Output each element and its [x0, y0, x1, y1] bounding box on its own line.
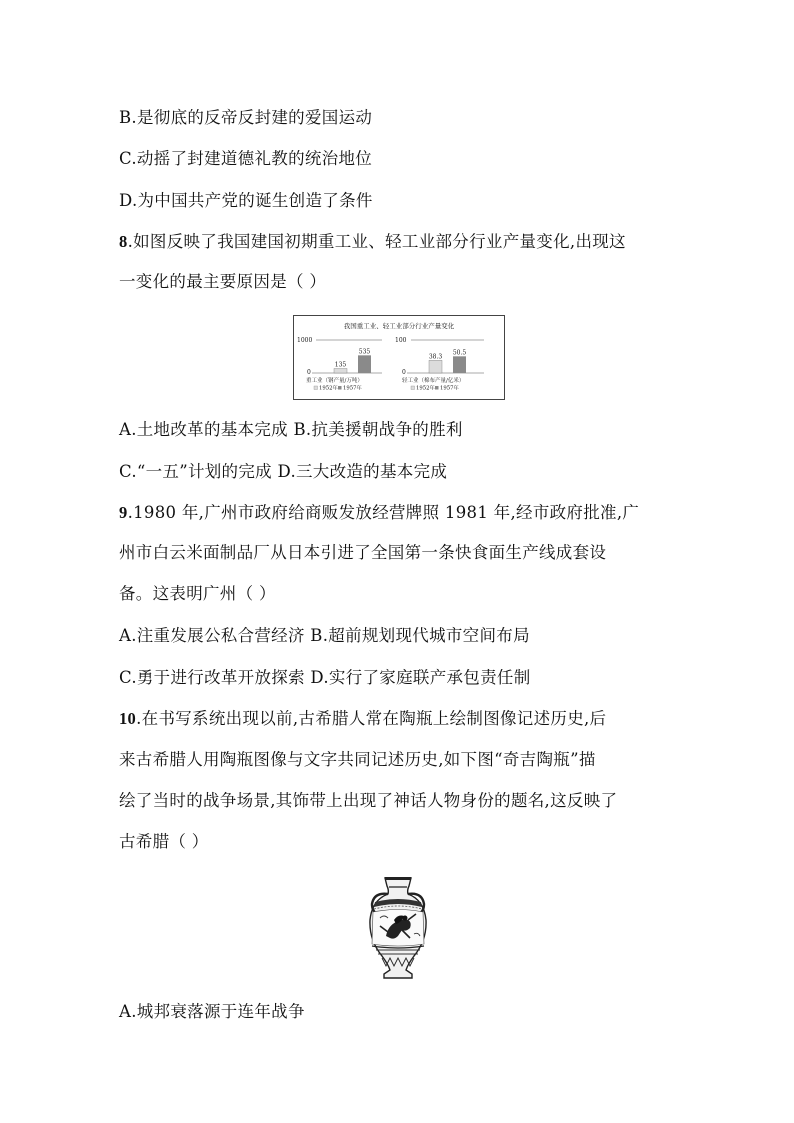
chart2-bar-1957	[453, 356, 466, 373]
q9-stem-line3: 备。这表明广州（ ）	[119, 584, 276, 603]
industry-output-chart-svg	[294, 316, 504, 399]
chigi-vase-figure	[358, 874, 438, 982]
chart2-legend-swatch-1952	[411, 386, 415, 390]
q7-option-b: B.是彻底的反帝反封建的爱国运动	[119, 108, 373, 127]
q10-stem-line2: 来古希腊人用陶瓶图像与文字共同记述历史,如下图“奇吉陶瓶”描	[119, 750, 596, 769]
chart2-label-1957: 50.5	[452, 349, 467, 357]
q9-stem-line1	[119, 501, 639, 525]
chart1-legend-1957: 1957年	[343, 385, 362, 392]
q9-stem-line2: 州市白云米面制品厂从日本引进了全国第一条快食面生产线成套设	[119, 543, 607, 562]
chart2-xlabel: 轻工业（棉布产量/亿米）	[402, 378, 465, 384]
q8-options-ab: A.土地改革的基本完成 B.抗美援朝战争的胜利	[119, 420, 463, 439]
q10-stem-line3: 绘了当时的战争场景,其饰带上出现了神话人物身份的题名,这反映了	[119, 791, 618, 810]
chart1-legend-swatch-1957	[338, 386, 342, 390]
chart1-ytick-max: 1000	[297, 337, 313, 344]
q10-stem-line4: 古希腊（ ）	[119, 832, 209, 851]
q10-stem-text: .在书写系统出现以前,古希腊人常在陶瓶上绘制图像记述历史,后	[136, 709, 607, 728]
chart2-ytick-max: 100	[395, 337, 407, 344]
q7-option-d: D.为中国共产党的诞生创造了条件	[119, 191, 373, 210]
q10-stem-line1	[119, 707, 606, 731]
chart2-legend-1957: 1957年	[440, 385, 459, 392]
chart1-bar-1952	[334, 369, 347, 373]
chart1-ytick-zero: 0	[307, 369, 311, 376]
chart2-ytick-zero: 0	[402, 369, 406, 376]
q8-options-cd: C.“一五”计划的完成 D.三大改造的基本完成	[119, 462, 448, 481]
q9-options-ab: A.注重发展公私合营经济 B.超前规划现代城市空间布局	[119, 626, 530, 645]
q8-stem-line2: 一变化的最主要原因是（ ）	[119, 272, 327, 291]
q7-option-c: C.动摇了封建道德礼教的统治地位	[119, 149, 373, 168]
chart2-legend-swatch-1957	[435, 386, 439, 390]
chart1-xlabel: 重工业（钢产量/万吨）	[306, 378, 363, 384]
q9-options-cd: C.勇于进行改革开放探索 D.实行了家庭联产承包责任制	[119, 668, 531, 687]
chart1-bar-1957	[358, 355, 371, 373]
chart2-bar-1952	[429, 360, 442, 373]
chart2-legend-1952: 1952年	[416, 385, 435, 392]
q8-number: 8	[119, 232, 128, 251]
vase-icon	[358, 874, 438, 982]
q9-number: 9	[119, 503, 128, 522]
chart1-legend-1952: 1952年	[319, 385, 338, 392]
chart-title: 我国重工业、轻工业部分行业产量变化	[343, 322, 455, 330]
q9-stem-text: .1980 年,广州市政府给商贩发放经营牌照 1981 年,经市政府批准,广	[127, 503, 640, 522]
q8-stem-text: .如图反映了我国建国初期重工业、轻工业部分行业产量变化,出现这	[127, 232, 626, 251]
chart2-label-1952: 38.3	[428, 353, 443, 361]
industry-output-chart	[293, 315, 505, 400]
q10-number: 10	[119, 709, 137, 728]
chart1-label-1957: 535	[358, 348, 371, 356]
chart1-legend-swatch-1952	[314, 386, 318, 390]
q8-stem-line1	[119, 230, 626, 254]
chart1-label-1952: 135	[334, 361, 347, 369]
q10-option-a: A.城邦衰落源于连年战争	[119, 1002, 305, 1021]
